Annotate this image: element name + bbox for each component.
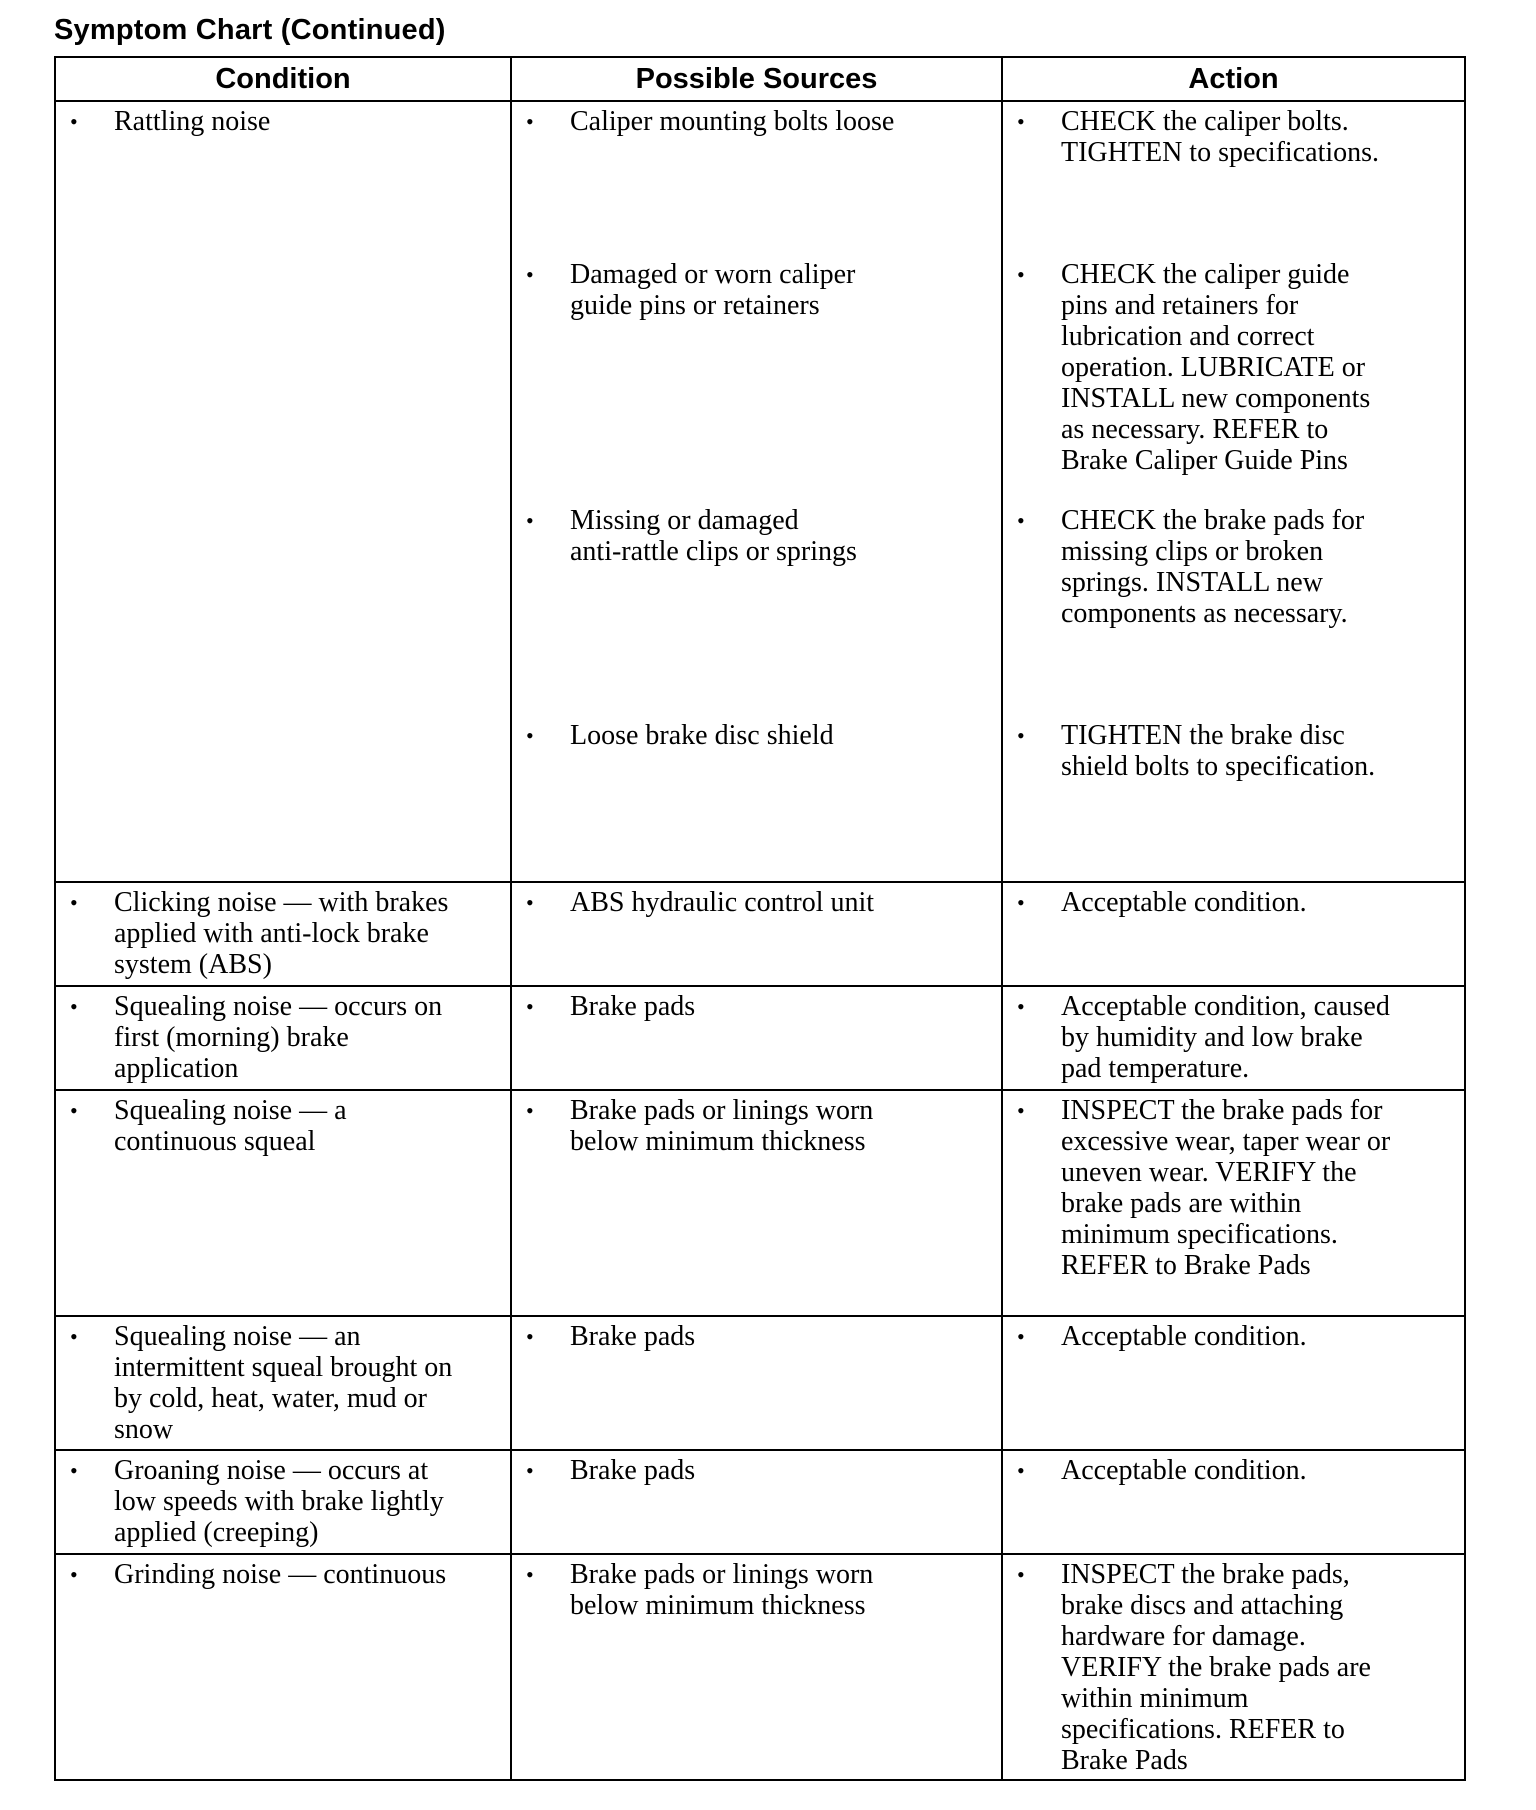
table-row [55,101,1465,882]
sources-cell [511,882,1002,986]
bullet-icon: • [70,1098,78,1123]
sources-cell [511,1090,1002,1316]
action-text: TIGHTEN the brake disc shield bolts to specification. [1061,720,1376,782]
header-action: Action [1002,57,1465,101]
condition-text: Clicking noise — with brakes applied with anti-lock brake system (ABS) [114,887,449,980]
condition-cell [55,101,511,882]
source-text: Brake pads [570,1321,696,1352]
action-cell [1002,1090,1465,1316]
bullet-icon: • [1017,1324,1025,1349]
condition-text: Squealing noise — a continuous squeal [114,1095,347,1157]
bullet-icon: • [70,1458,78,1483]
bullet-icon: • [1017,723,1025,748]
table-row [55,1090,1465,1316]
table-row [55,1554,1465,1780]
condition-cell [55,1450,511,1554]
action-cell [1002,101,1465,882]
bullet-icon: • [526,1324,534,1349]
bullet-icon: • [526,994,534,1019]
bullet-icon: • [526,262,534,287]
source-text: ABS hydraulic control unit [570,887,875,918]
action-text: CHECK the caliper guide pins and retainers for lubrication and correct operation. LUBRICATE or INSTALL new components as necessary. REFER to Brake Caliper Guide Pins [1061,259,1371,476]
action-cell [1002,1554,1465,1780]
sources-cell [511,986,1002,1090]
table-row [55,1450,1465,1554]
bullet-icon: • [526,1562,534,1587]
condition-text: Grinding noise — continuous [114,1559,447,1590]
bullet-icon: • [1017,994,1025,1019]
table-row [55,1316,1465,1450]
bullet-icon: • [70,109,78,134]
bullet-icon: • [1017,1562,1025,1587]
action-text: Acceptable condition. [1061,1321,1307,1352]
action-text: INSPECT the brake pads for excessive wear, taper wear or uneven wear. VERIFY the brake pads are within minimum specifications. REFER to Brake Pads [1061,1095,1391,1281]
action-text: Acceptable condition. [1061,1455,1307,1486]
bullet-icon: • [70,890,78,915]
source-text: Brake pads [570,991,696,1022]
action-text: CHECK the brake pads for missing clips or broken springs. INSTALL new components as necessary. [1061,505,1365,629]
bullet-icon: • [1017,1098,1025,1123]
condition-cell [55,1554,511,1780]
source-text: Damaged or worn caliper guide pins or retainers [570,259,856,321]
sources-cell [511,1554,1002,1780]
source-text: Brake pads or linings worn below minimum thickness [570,1095,874,1157]
bullet-icon: • [526,1458,534,1483]
action-text: INSPECT the brake pads, brake discs and attaching hardware for damage. VERIFY the brake pads are within minimum specifications. REFER to Brake Pads [1061,1559,1371,1776]
source-text: Caliper mounting bolts loose [570,106,895,137]
condition-cell [55,1316,511,1450]
condition-text: Groaning noise — occurs at low speeds with brake lightly applied (creeping) [114,1455,444,1548]
bullet-icon: • [1017,890,1025,915]
sources-cell [511,1316,1002,1450]
source-text: Loose brake disc shield [570,720,834,751]
action-text: Acceptable condition, caused by humidity and low brake pad temperature. [1061,991,1390,1084]
sources-cell [511,1450,1002,1554]
bullet-icon: • [70,1562,78,1587]
bullet-icon: • [70,994,78,1019]
header-row [55,57,1465,101]
symptom-chart-table [54,56,1466,1781]
bullet-icon: • [1017,508,1025,533]
condition-cell [55,882,511,986]
bullet-icon: • [1017,262,1025,287]
condition-text: Rattling noise [114,106,271,137]
table-row [55,882,1465,986]
bullet-icon: • [1017,1458,1025,1483]
condition-cell [55,986,511,1090]
bullet-icon: • [526,508,534,533]
action-cell [1002,986,1465,1090]
bullet-icon: • [1017,109,1025,134]
action-cell [1002,1450,1465,1554]
header-possible-sources: Possible Sources [511,57,1002,101]
condition-cell [55,1090,511,1316]
action-cell [1002,882,1465,986]
bullet-icon: • [526,890,534,915]
action-text: Acceptable condition. [1061,887,1307,918]
page-title: Symptom Chart (Continued) [54,14,446,46]
source-text: Brake pads [570,1455,696,1486]
source-text: Missing or damaged anti-rattle clips or springs [570,505,857,567]
condition-text: Squealing noise — occurs on first (morning) brake application [114,991,443,1084]
bullet-icon: • [526,723,534,748]
bullet-icon: • [70,1324,78,1349]
header-condition: Condition [55,57,511,101]
action-cell [1002,1316,1465,1450]
table-row [55,986,1465,1090]
action-text: CHECK the caliper bolts. TIGHTEN to specifications. [1061,106,1380,168]
bullet-icon: • [526,1098,534,1123]
sources-cell [511,101,1002,882]
bullet-icon: • [526,109,534,134]
condition-text: Squealing noise — an intermittent squeal brought on by cold, heat, water, mud or snow [114,1321,453,1445]
source-text: Brake pads or linings worn below minimum thickness [570,1559,874,1621]
